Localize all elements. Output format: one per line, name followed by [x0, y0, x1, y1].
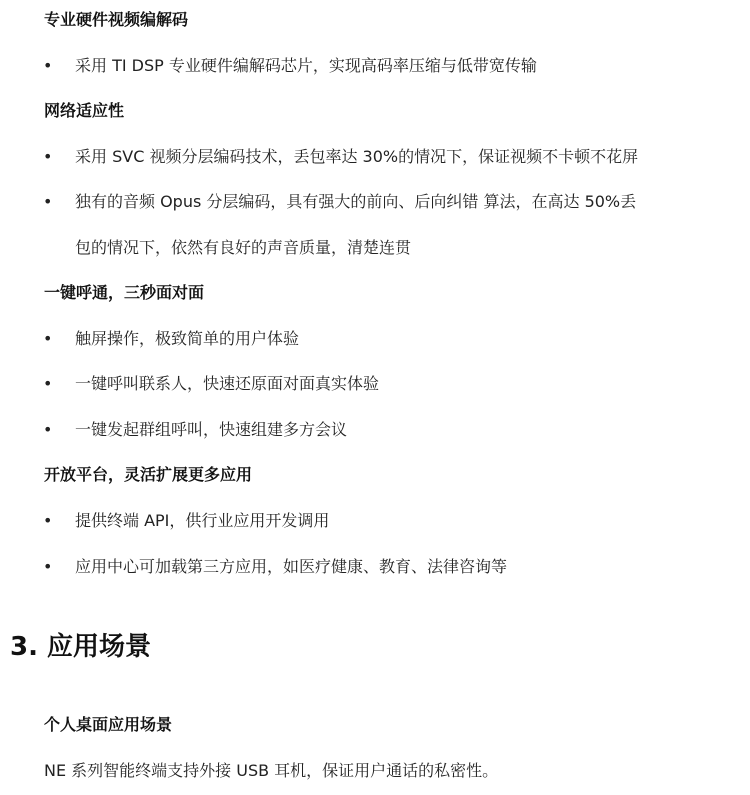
bullet-icon: • [43, 56, 53, 75]
chapter-title: 3. 应用场景 [10, 632, 152, 662]
section-heading-hardware-codec: 专业硬件视频编解码 [44, 10, 189, 29]
section-heading-one-key-call: 一键呼通，三秒面对面 [44, 283, 205, 302]
list-item: 采用 SVC 视频分层编码技术，丢包率达 30%的情况下，保证视频不卡顿不花屏 [75, 147, 639, 166]
body-paragraph: NE 系列智能终端支持外接 USB 耳机，保证用户通话的私密性。 [44, 761, 499, 780]
section-heading-open-platform: 开放平台，灵活扩展更多应用 [44, 465, 253, 484]
list-item: 一键发起群组呼叫，快速组建多方会议 [75, 420, 348, 439]
bullet-icon: • [43, 511, 53, 530]
bullet-icon: • [43, 374, 53, 393]
bullet-icon: • [43, 147, 53, 166]
list-item: 独有的音频 Opus 分层编码，具有强大的前向、后向纠错 算法，在高达 50%丢 [75, 192, 637, 211]
list-item-continuation: 包的情况下，依然有良好的声音质量，清楚连贯 [75, 238, 412, 257]
list-item: 一键呼叫联系人，快速还原面对面真实体验 [75, 374, 380, 393]
bullet-icon: • [43, 420, 53, 439]
bullet-icon: • [43, 329, 53, 348]
list-item: 提供终端 API，供行业应用开发调用 [75, 511, 330, 530]
bullet-icon: • [43, 557, 53, 576]
list-item: 应用中心可加载第三方应用，如医疗健康、教育、法律咨询等 [75, 557, 508, 576]
list-item: 采用 TI DSP 专业硬件编解码芯片，实现高码率压缩与低带宽传输 [75, 56, 537, 75]
list-item: 触屏操作，极致简单的用户体验 [75, 329, 300, 348]
bullet-icon: • [43, 192, 53, 211]
section-heading-network-adaptability: 网络适应性 [44, 101, 125, 120]
section-heading-desktop-scenario: 个人桌面应用场景 [44, 715, 173, 734]
